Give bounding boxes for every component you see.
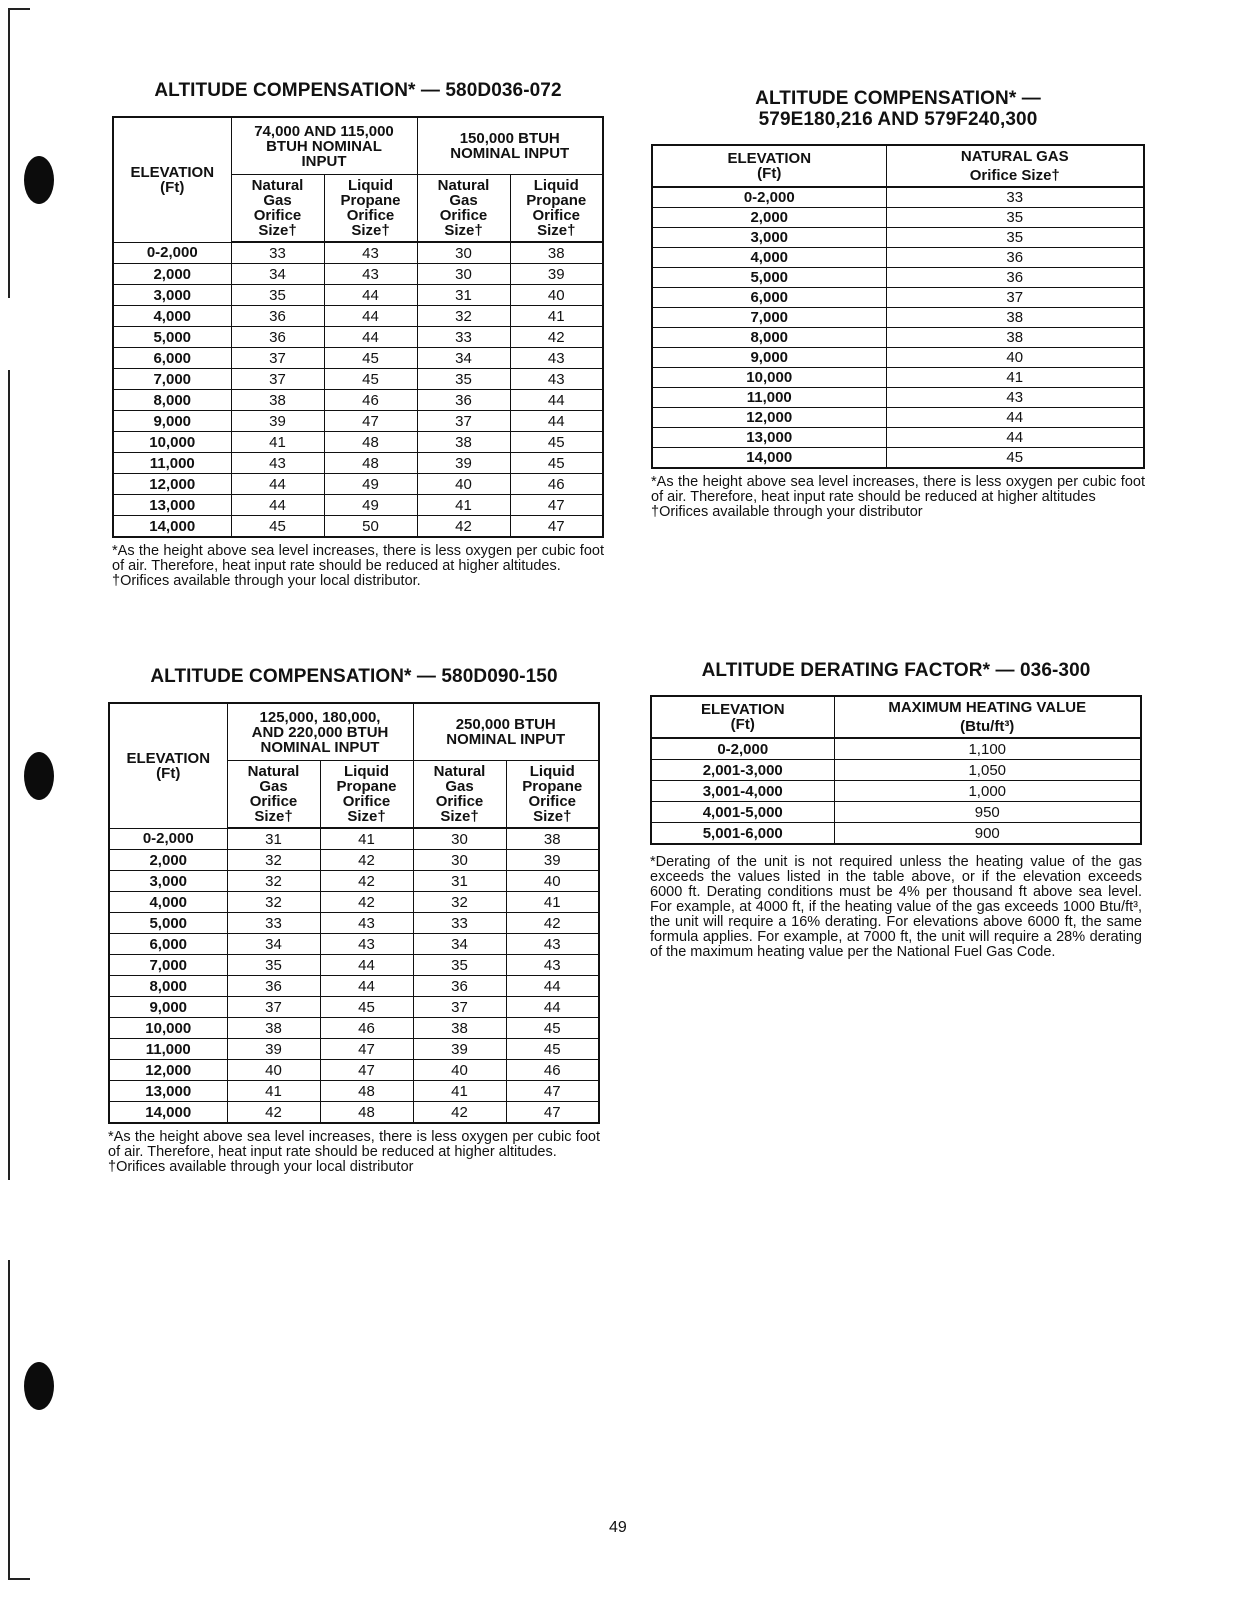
table1-subheader-1: Liquid Propane Orifice Size† xyxy=(324,175,417,243)
elevation-cell: 10,000 xyxy=(109,1018,227,1039)
value-cell: 38 xyxy=(417,432,510,453)
value-cell: 44 xyxy=(231,474,324,495)
value-cell: 42 xyxy=(413,1102,506,1124)
table4-body xyxy=(651,738,1141,844)
table2-title: ALTITUDE COMPENSATION* — 579E180,216 AND 579F240,300 xyxy=(755,88,1041,130)
table-row xyxy=(109,1039,599,1060)
table2-note-orifices: †Orifices available through your distributor xyxy=(651,504,923,520)
elevation-cell: 14,000 xyxy=(113,516,231,538)
table-row xyxy=(652,408,1144,428)
value-cell: 44 xyxy=(324,327,417,348)
value-cell: 900 xyxy=(834,823,1141,845)
left-edge-corner-bottom xyxy=(8,1578,30,1580)
table-row xyxy=(113,516,603,538)
table3-group-b-header: 250,000 BTUH NOMINAL INPUT xyxy=(413,703,599,761)
value-cell: 42 xyxy=(320,892,413,913)
table1-notes xyxy=(112,544,604,589)
value-cell: 47 xyxy=(510,495,603,516)
elevation-cell: 2,001-3,000 xyxy=(651,760,834,781)
table3-title: ALTITUDE COMPENSATION* — 580D090-150 xyxy=(150,666,558,687)
table4-value-header xyxy=(834,696,1141,738)
value-cell: 30 xyxy=(417,242,510,264)
value-cell: 33 xyxy=(231,242,324,264)
value-cell: 43 xyxy=(324,242,417,264)
value-cell: 43 xyxy=(506,955,599,976)
table-row xyxy=(109,913,599,934)
value-cell: 34 xyxy=(231,264,324,285)
table1-body xyxy=(113,242,603,537)
table4-note-derating: *Derating of the unit is not required unless the heating value of the gas exceeds the values listed in the table above, or if the elevation exceeds 6000 ft. Derating conditions must be 4% per thousand ft above sea level. For example, at 4000 ft, if the heating value of the gas exceeds 1000 Btu/ft³, the unit will require a 16% derating. For elevations above 6000 ft, the same formula applies. For example, at 7000 ft, the unit will require a 28% derating of the maximum heating value per the National Fuel Gas Code. xyxy=(650,854,1142,960)
table-row xyxy=(652,288,1144,308)
elevation-cell: 0-2,000 xyxy=(109,828,227,850)
value-cell: 32 xyxy=(417,306,510,327)
value-cell: 36 xyxy=(886,268,1144,288)
value-cell: 45 xyxy=(510,453,603,474)
value-cell: 38 xyxy=(886,308,1144,328)
table-row xyxy=(109,934,599,955)
table-row xyxy=(113,285,603,306)
value-cell: 44 xyxy=(320,976,413,997)
value-cell: 42 xyxy=(227,1102,320,1124)
table-row xyxy=(113,306,603,327)
elevation-cell: 9,000 xyxy=(109,997,227,1018)
value-cell: 31 xyxy=(413,871,506,892)
value-cell: 50 xyxy=(324,516,417,538)
value-cell: 37 xyxy=(417,411,510,432)
value-cell: 1,100 xyxy=(834,738,1141,760)
elevation-cell: 5,001-6,000 xyxy=(651,823,834,845)
elevation-cell: 2,000 xyxy=(113,264,231,285)
value-cell: 36 xyxy=(413,976,506,997)
table1 xyxy=(112,116,604,538)
value-cell: 45 xyxy=(324,348,417,369)
table-row xyxy=(652,268,1144,288)
elevation-cell: 9,000 xyxy=(113,411,231,432)
table1-subheader-0: Natural Gas Orifice Size† xyxy=(231,175,324,243)
value-cell: 30 xyxy=(413,850,506,871)
value-cell: 38 xyxy=(413,1018,506,1039)
value-cell: 41 xyxy=(510,306,603,327)
page-number: 49 xyxy=(609,1519,627,1536)
elevation-cell: 12,000 xyxy=(652,408,886,428)
value-cell: 42 xyxy=(417,516,510,538)
table2-gas-header-sub: Orifice Size† xyxy=(969,167,1060,184)
value-cell: 43 xyxy=(510,348,603,369)
elevation-cell: 8,000 xyxy=(113,390,231,411)
elevation-cell: 0-2,000 xyxy=(651,738,834,760)
table-row xyxy=(109,997,599,1018)
table-row xyxy=(109,892,599,913)
table3-group-a-header: 125,000, 180,000, AND 220,000 BTUH NOMINAL INPUT xyxy=(227,703,413,761)
value-cell: 48 xyxy=(320,1081,413,1102)
section-580d090-150 xyxy=(108,666,600,1175)
value-cell: 40 xyxy=(413,1060,506,1081)
elevation-cell: 7,000 xyxy=(113,369,231,390)
value-cell: 45 xyxy=(231,516,324,538)
value-cell: 46 xyxy=(320,1018,413,1039)
elevation-cell: 5,000 xyxy=(652,268,886,288)
table3-subheader-0: Natural Gas Orifice Size† xyxy=(227,761,320,829)
value-cell: 43 xyxy=(324,264,417,285)
elevation-cell: 13,000 xyxy=(113,495,231,516)
table2-gas-header xyxy=(886,145,1144,187)
table1-note-oxygen: *As the height above sea level increases, there is less oxygen per cubic foot of air. Therefore, heat input rate should be reduced at higher altitudes. xyxy=(112,543,604,574)
table-row xyxy=(652,428,1144,448)
table3-subheader-3: Liquid Propane Orifice Size† xyxy=(506,761,599,829)
table2-notes xyxy=(651,475,1145,520)
value-cell: 39 xyxy=(417,453,510,474)
value-cell: 44 xyxy=(506,997,599,1018)
table1-group-b-header: 150,000 BTUH NOMINAL INPUT xyxy=(417,117,603,175)
value-cell: 38 xyxy=(886,328,1144,348)
value-cell: 45 xyxy=(324,369,417,390)
value-cell: 44 xyxy=(886,408,1144,428)
value-cell: 45 xyxy=(506,1018,599,1039)
elevation-cell: 2,000 xyxy=(652,208,886,228)
value-cell: 37 xyxy=(886,288,1144,308)
value-cell: 43 xyxy=(320,934,413,955)
table-row xyxy=(652,348,1144,368)
table-row xyxy=(113,369,603,390)
section-derating-factor xyxy=(650,660,1142,960)
value-cell: 36 xyxy=(227,976,320,997)
elevation-cell: 5,000 xyxy=(109,913,227,934)
left-edge-line-middle xyxy=(8,370,10,1180)
table-row xyxy=(113,390,603,411)
value-cell: 47 xyxy=(506,1081,599,1102)
value-cell: 33 xyxy=(886,187,1144,208)
value-cell: 49 xyxy=(324,495,417,516)
value-cell: 41 xyxy=(413,1081,506,1102)
table-row xyxy=(109,871,599,892)
value-cell: 40 xyxy=(506,871,599,892)
section-580d036-072 xyxy=(112,80,604,589)
value-cell: 39 xyxy=(227,1039,320,1060)
table-row xyxy=(652,328,1144,348)
value-cell: 44 xyxy=(506,976,599,997)
table-row xyxy=(652,448,1144,469)
table-row xyxy=(113,242,603,264)
elevation-cell: 3,000 xyxy=(113,285,231,306)
value-cell: 41 xyxy=(320,828,413,850)
value-cell: 33 xyxy=(227,913,320,934)
value-cell: 33 xyxy=(417,327,510,348)
table-row xyxy=(113,348,603,369)
table2-note-oxygen: *As the height above sea level increases, there is less oxygen per cubic foot of air. Therefore, heat input rate should be reduced at higher altitudes xyxy=(651,474,1145,505)
value-cell: 40 xyxy=(886,348,1144,368)
value-cell: 36 xyxy=(886,248,1144,268)
table-row xyxy=(651,781,1141,802)
value-cell: 36 xyxy=(417,390,510,411)
value-cell: 41 xyxy=(231,432,324,453)
value-cell: 40 xyxy=(510,285,603,306)
value-cell: 46 xyxy=(506,1060,599,1081)
elevation-cell: 3,000 xyxy=(109,871,227,892)
elevation-cell: 10,000 xyxy=(652,368,886,388)
table-row xyxy=(109,955,599,976)
table1-title: ALTITUDE COMPENSATION* — 580D036-072 xyxy=(154,80,562,101)
left-edge-line-top xyxy=(8,8,10,298)
table3 xyxy=(108,702,600,1124)
table-row xyxy=(109,1060,599,1081)
elevation-cell: 14,000 xyxy=(652,448,886,469)
value-cell: 43 xyxy=(320,913,413,934)
value-cell: 37 xyxy=(413,997,506,1018)
value-cell: 41 xyxy=(506,892,599,913)
elevation-cell: 4,000 xyxy=(652,248,886,268)
table-row xyxy=(113,453,603,474)
table-row xyxy=(652,208,1144,228)
table2-gas-header-label: NATURAL GAS xyxy=(960,148,1069,165)
value-cell: 42 xyxy=(506,913,599,934)
value-cell: 33 xyxy=(413,913,506,934)
value-cell: 45 xyxy=(510,432,603,453)
table2 xyxy=(651,144,1145,469)
elevation-cell: 13,000 xyxy=(109,1081,227,1102)
table2-body xyxy=(652,187,1144,468)
table3-elevation-header: ELEVATION (Ft) xyxy=(109,703,227,828)
table4-elevation-header: ELEVATION (Ft) xyxy=(651,696,834,738)
table-row xyxy=(652,228,1144,248)
value-cell: 38 xyxy=(231,390,324,411)
table-row xyxy=(652,368,1144,388)
elevation-cell: 7,000 xyxy=(652,308,886,328)
table-row xyxy=(113,411,603,432)
value-cell: 43 xyxy=(506,934,599,955)
value-cell: 35 xyxy=(417,369,510,390)
value-cell: 34 xyxy=(417,348,510,369)
table-row xyxy=(651,760,1141,781)
value-cell: 35 xyxy=(886,228,1144,248)
value-cell: 38 xyxy=(506,828,599,850)
value-cell: 36 xyxy=(231,327,324,348)
value-cell: 48 xyxy=(320,1102,413,1124)
table-row xyxy=(113,474,603,495)
table3-note-oxygen: *As the height above sea level increases, there is less oxygen per cubic foot of air. Therefore, heat input rate should be reduced at higher altitudes. xyxy=(108,1129,600,1160)
value-cell: 44 xyxy=(320,955,413,976)
table-row xyxy=(651,802,1141,823)
value-cell: 950 xyxy=(834,802,1141,823)
value-cell: 32 xyxy=(227,871,320,892)
elevation-cell: 8,000 xyxy=(652,328,886,348)
value-cell: 42 xyxy=(320,871,413,892)
value-cell: 37 xyxy=(231,369,324,390)
value-cell: 46 xyxy=(324,390,417,411)
table3-notes xyxy=(108,1130,600,1175)
value-cell: 39 xyxy=(506,850,599,871)
elevation-cell: 13,000 xyxy=(652,428,886,448)
value-cell: 44 xyxy=(886,428,1144,448)
value-cell: 32 xyxy=(413,892,506,913)
table4-value-header-label: MAXIMUM HEATING VALUE xyxy=(888,699,1087,716)
value-cell: 32 xyxy=(227,892,320,913)
elevation-cell: 0-2,000 xyxy=(652,187,886,208)
value-cell: 40 xyxy=(417,474,510,495)
table-row xyxy=(109,1018,599,1039)
table1-elevation-header: ELEVATION (Ft) xyxy=(113,117,231,242)
table-row xyxy=(651,823,1141,845)
elevation-cell: 5,000 xyxy=(113,327,231,348)
value-cell: 47 xyxy=(506,1102,599,1124)
value-cell: 35 xyxy=(413,955,506,976)
elevation-cell: 10,000 xyxy=(113,432,231,453)
table4-title: ALTITUDE DERATING FACTOR* — 036-300 xyxy=(701,660,1091,681)
value-cell: 43 xyxy=(886,388,1144,408)
elevation-cell: 11,000 xyxy=(113,453,231,474)
value-cell: 34 xyxy=(227,934,320,955)
table1-subheader-3: Liquid Propane Orifice Size† xyxy=(510,175,603,243)
elevation-cell: 6,000 xyxy=(109,934,227,955)
value-cell: 37 xyxy=(227,997,320,1018)
table4-value-header-sub: (Btu/ft³) xyxy=(960,718,1015,735)
elevation-cell: 8,000 xyxy=(109,976,227,997)
value-cell: 44 xyxy=(510,411,603,432)
elevation-cell: 6,000 xyxy=(652,288,886,308)
table-row xyxy=(109,828,599,850)
punch-hole-top xyxy=(24,156,54,204)
table-row xyxy=(652,388,1144,408)
table-row xyxy=(651,738,1141,760)
value-cell: 47 xyxy=(510,516,603,538)
value-cell: 49 xyxy=(324,474,417,495)
elevation-cell: 6,000 xyxy=(113,348,231,369)
table4-notes xyxy=(650,855,1142,960)
table-row xyxy=(652,308,1144,328)
table-row xyxy=(113,432,603,453)
value-cell: 35 xyxy=(227,955,320,976)
value-cell: 41 xyxy=(886,368,1144,388)
elevation-cell: 9,000 xyxy=(652,348,886,368)
left-edge-corner-top xyxy=(8,8,30,10)
value-cell: 30 xyxy=(413,828,506,850)
value-cell: 36 xyxy=(231,306,324,327)
table-row xyxy=(113,264,603,285)
value-cell: 41 xyxy=(417,495,510,516)
table3-subheader-1: Liquid Propane Orifice Size† xyxy=(320,761,413,829)
value-cell: 45 xyxy=(506,1039,599,1060)
table3-subheader-2: Natural Gas Orifice Size† xyxy=(413,761,506,829)
value-cell: 47 xyxy=(320,1060,413,1081)
table-row xyxy=(113,495,603,516)
table-row xyxy=(109,1102,599,1124)
value-cell: 45 xyxy=(320,997,413,1018)
table-row xyxy=(113,327,603,348)
value-cell: 46 xyxy=(510,474,603,495)
table-row xyxy=(109,850,599,871)
value-cell: 40 xyxy=(227,1060,320,1081)
value-cell: 44 xyxy=(510,390,603,411)
value-cell: 1,000 xyxy=(834,781,1141,802)
value-cell: 32 xyxy=(227,850,320,871)
value-cell: 38 xyxy=(227,1018,320,1039)
elevation-cell: 7,000 xyxy=(109,955,227,976)
value-cell: 43 xyxy=(510,369,603,390)
elevation-cell: 0-2,000 xyxy=(113,242,231,264)
value-cell: 35 xyxy=(886,208,1144,228)
elevation-cell: 14,000 xyxy=(109,1102,227,1124)
elevation-cell: 12,000 xyxy=(109,1060,227,1081)
table-row xyxy=(652,248,1144,268)
section-579e180-579f240 xyxy=(651,88,1145,520)
value-cell: 48 xyxy=(324,453,417,474)
elevation-cell: 4,000 xyxy=(113,306,231,327)
table1-group-a-header: 74,000 AND 115,000 BTUH NOMINAL INPUT xyxy=(231,117,417,175)
table-row xyxy=(109,1081,599,1102)
table4 xyxy=(650,695,1142,845)
elevation-cell: 12,000 xyxy=(113,474,231,495)
elevation-cell: 4,000 xyxy=(109,892,227,913)
left-edge-line-bottom xyxy=(8,1260,10,1580)
value-cell: 39 xyxy=(413,1039,506,1060)
value-cell: 38 xyxy=(510,242,603,264)
value-cell: 41 xyxy=(227,1081,320,1102)
value-cell: 31 xyxy=(227,828,320,850)
elevation-cell: 11,000 xyxy=(109,1039,227,1060)
table-row xyxy=(109,976,599,997)
value-cell: 44 xyxy=(324,285,417,306)
value-cell: 42 xyxy=(320,850,413,871)
table1-subheader-2: Natural Gas Orifice Size† xyxy=(417,175,510,243)
table-row xyxy=(652,187,1144,208)
value-cell: 47 xyxy=(320,1039,413,1060)
value-cell: 44 xyxy=(324,306,417,327)
value-cell: 44 xyxy=(231,495,324,516)
elevation-cell: 2,000 xyxy=(109,850,227,871)
punch-hole-bottom xyxy=(24,1362,54,1410)
value-cell: 47 xyxy=(324,411,417,432)
elevation-cell: 3,000 xyxy=(652,228,886,248)
value-cell: 43 xyxy=(231,453,324,474)
value-cell: 42 xyxy=(510,327,603,348)
value-cell: 30 xyxy=(417,264,510,285)
punch-hole-middle xyxy=(24,752,54,800)
elevation-cell: 11,000 xyxy=(652,388,886,408)
value-cell: 45 xyxy=(886,448,1144,469)
table3-note-orifices: †Orifices available through your local distributor xyxy=(108,1159,414,1175)
elevation-cell: 3,001-4,000 xyxy=(651,781,834,802)
value-cell: 39 xyxy=(510,264,603,285)
value-cell: 31 xyxy=(417,285,510,306)
value-cell: 39 xyxy=(231,411,324,432)
table2-elevation-header: ELEVATION (Ft) xyxy=(652,145,886,187)
value-cell: 34 xyxy=(413,934,506,955)
value-cell: 1,050 xyxy=(834,760,1141,781)
value-cell: 48 xyxy=(324,432,417,453)
value-cell: 35 xyxy=(231,285,324,306)
elevation-cell: 4,001-5,000 xyxy=(651,802,834,823)
table1-note-orifices: †Orifices available through your local distributor. xyxy=(112,573,421,589)
value-cell: 37 xyxy=(231,348,324,369)
table3-body xyxy=(109,828,599,1123)
